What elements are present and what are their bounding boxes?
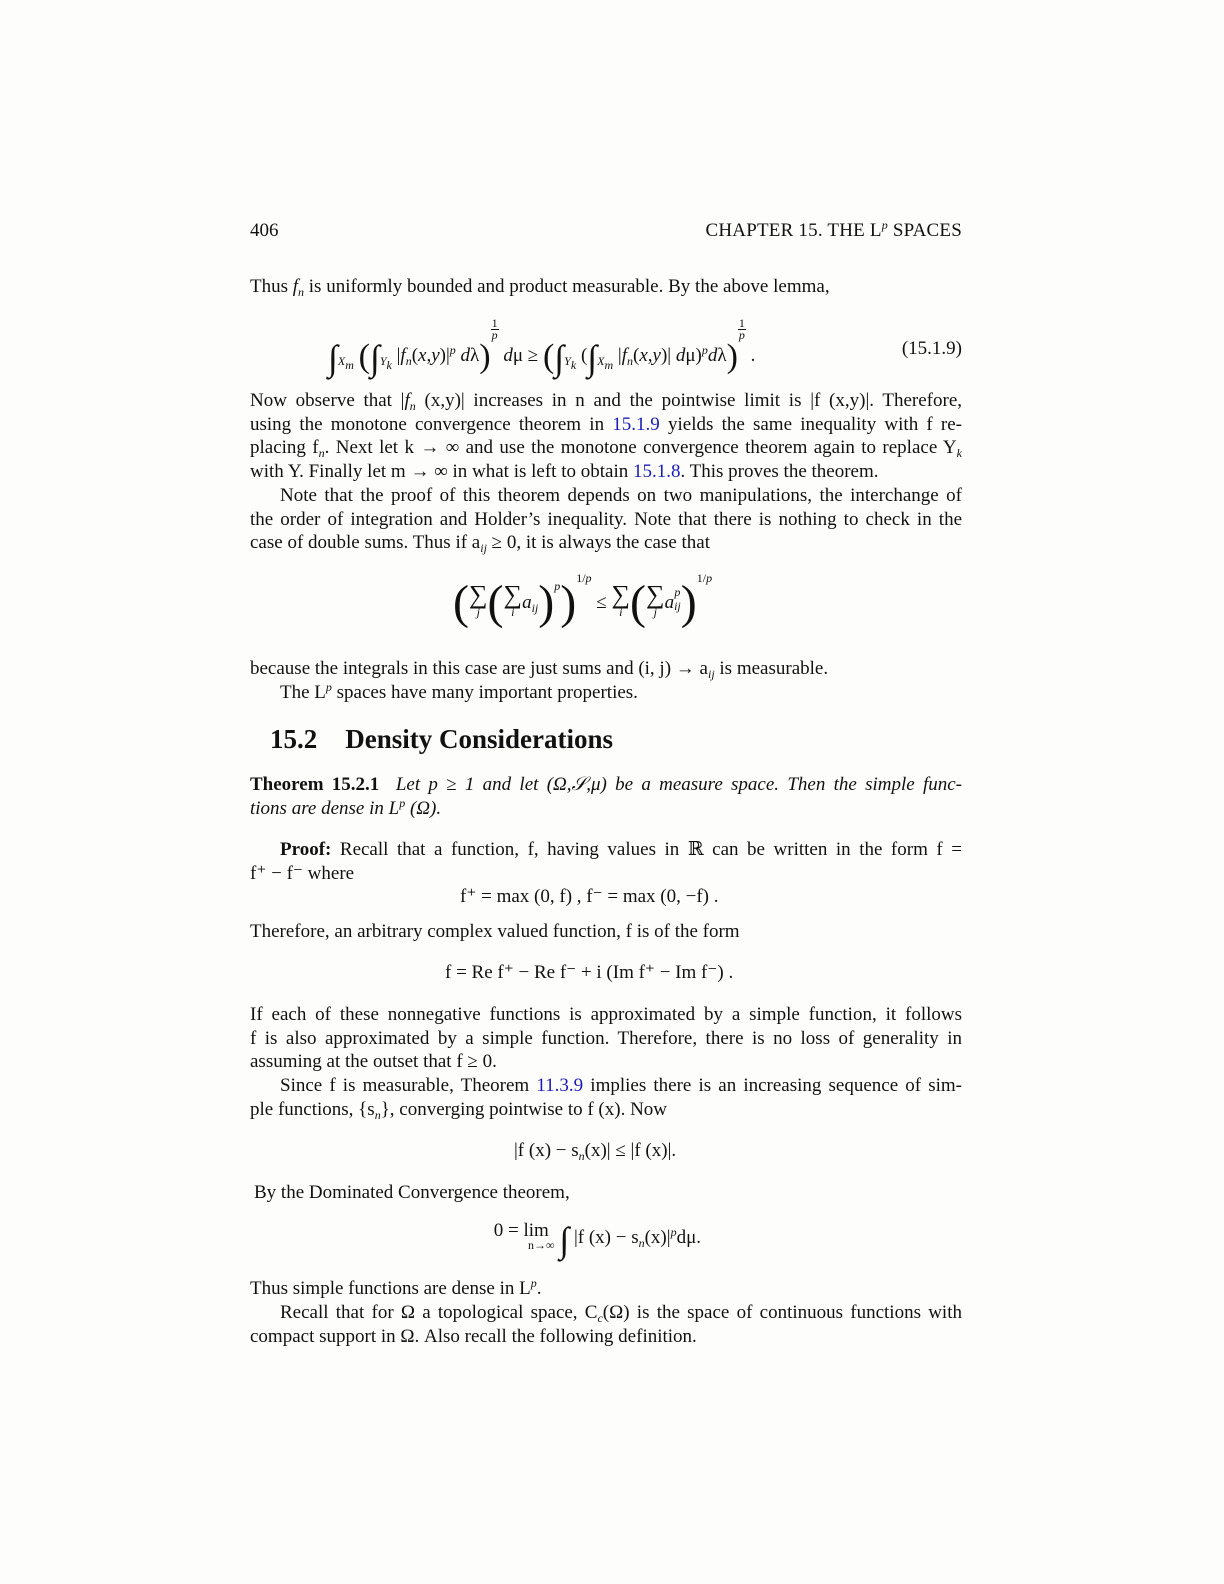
document-page [250,0,962,1584]
equation-15-1-9: $\int_{X_m}$ ($\int_{Y_k}$ $|f_n(x,y)|^p$ dλ) $\frac{1}{p}$ $d\mu \ge (\int_{Y_k}$ ($\int_{X_m}$ $|f_n(x,y)|$ dμ)$^p$dλ) $\frac{1}{p}$ . [328,316,756,378]
paragraph-sums: because the integrals in this case are just sums and (i, $j) \to a_{ij}$ is measurable. The $L^p$ spaces have many important properties. [250,658,829,703]
chapter-title: CHAPTER 15. THE $L^p$ SPACES [705,218,962,241]
page-number: 406 [250,220,279,241]
equation-double-sum: (∑ j (∑ i $a_{ij})^p)^{1/p}$ ≤ ∑ i (∑ j a p ij )$^{1/p}$ [453,571,713,629]
paragraph-recall: Recall that for Ω a topological space, $C_c(\Omega)$ is the space of continuous functions with compact support in Ω. Also recall the following definition. [250,1302,962,1347]
theorem-15-2-1: Theorem 15.2.1 Let p ≥ 1 and let (Ω,𝒮,μ) be a measure space. Then the simple func- tions are dense in $L^p$ (Ω). [250,774,962,819]
paragraph-dominated: By the Dominated Convergence theorem, [254,1182,570,1203]
equation-number: (15.1.9) [901,338,962,359]
section-heading: 15.2 Density Considerations [270,724,614,754]
paragraph-note: Note that the proof of this theorem depends on two manipulations, the interchange of the order of integration and Holder’s inequality. Note that there is nothing to check in the case of double sums. Thus if $a_{ij} \ge 0$, it is always the case that [250,485,962,556]
proof-paragraph: Proof: Recall that a function, f, having values in ℝ can be written in the form f = f⁺ − f⁻ where [250,839,962,884]
equation-f-plus-minus: f⁺ = max (0, f) , f⁻ = max (0, −f) . [460,886,719,907]
paragraph-intro: Thus $f_n$ is uniformly bounded and product measurable. By the above lemma, [250,276,830,299]
ref-11-3-9[interactable]: 11.3.9 [536,1075,584,1096]
equation-f-decomposition: f = Re f⁺ − Re f⁻ + i (Im f⁺ − Im f⁻) . [445,962,734,983]
paragraph-measurable: Since f is measurable, Theorem 11.3.9 implies there is an increasing sequence of sim- ple functions, $\{s_n\}$, converging pointwise to f (x). Now [250,1075,963,1122]
ref-15-1-9[interactable]: 15.1.9 [612,413,660,435]
ref-15-1-8[interactable]: 15.1.8 [632,461,681,483]
paragraph-monotone: Now observe that $|f_n$ (x,y)| increases in n and the pointwise limit is |f (x,y)|. Therefore, using the monotone convergence theorem in 15.1.9 yields the same inequality with f re- placing $f_n$. Next let k → ∞ and use the monotone convergence theorem again to replace $Y_k$ with Y. Finally let m → ∞ in what is left to obtain 15.1.8. This proves the theorem. [250,390,963,483]
equation-limit: 0 = lim n→∞ ∫ |f $(x) - s_n(x)|^pd\mu$. [493,1220,701,1260]
paragraph-conclusion: Thus simple functions are dense in $L^p$. [250,1276,542,1299]
equation-ineq: |f $(x) - s_n(x)| \le |f$ (x)|. [514,1140,677,1163]
paragraph-nonnegative: If each of these nonnegative functions is approximated by a simple function, it follows f is also approximated by a simple function. Therefore, there is no loss of generality in assuming at the outset that f ≥ 0. [250,1004,962,1073]
paragraph-complex: Therefore, an arbitrary complex valued function, f is of the form [250,921,740,942]
